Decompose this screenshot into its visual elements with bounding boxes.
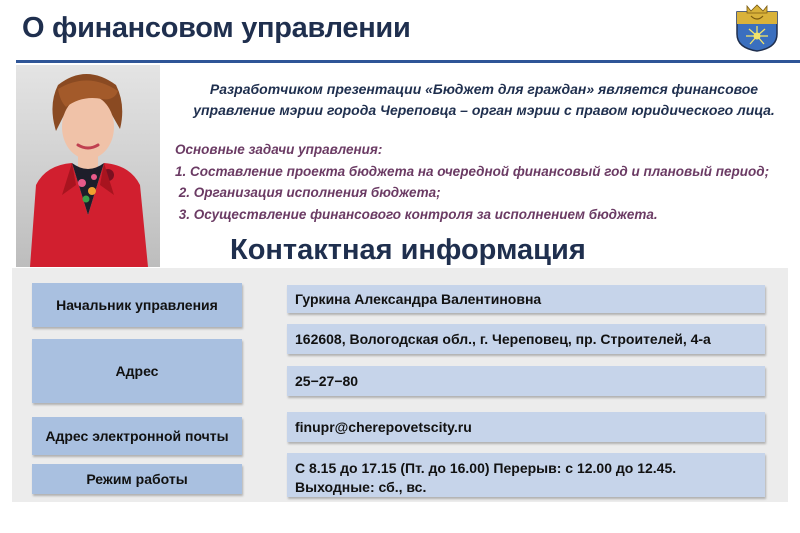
phone-value: 25−27−80	[287, 366, 765, 396]
task-item: 2. Организация исполнения бюджета;	[175, 185, 441, 200]
head-value: Гуркина Александра Валентиновна	[287, 285, 765, 313]
tasks-list	[175, 139, 795, 225]
tasks-heading: Основные задачи управления:	[175, 142, 383, 157]
title-divider	[16, 60, 800, 63]
intro-line: управление мэрии города Череповца – орган мэрии с правом юридического лица.	[193, 102, 775, 118]
email-label: Адрес электронной почты	[32, 417, 242, 455]
address-label: Адрес	[32, 339, 242, 403]
portrait-photo	[16, 65, 160, 267]
email-value[interactable]: finupr@cherepovetscity.ru	[287, 412, 765, 442]
intro-line: Разработчиком презентации «Бюджет для граждан» является финансовое	[209, 81, 759, 97]
city-coat-of-arms-icon	[733, 2, 781, 52]
head-label: Начальник управления	[32, 283, 242, 327]
address-value: 162608, Вологодская обл., г. Череповец, пр. Строителей, 4-а	[287, 324, 765, 354]
slide-title: О финансовом управлении	[22, 12, 411, 44]
task-item: 1. Составление проекта бюджета на очередной финансовый год и плановый период;	[175, 163, 770, 179]
contact-title: Контактная информация	[230, 234, 586, 266]
task-item: 3. Осуществление финансового контроля за исполнением бюджета.	[175, 206, 658, 222]
hours-value	[287, 453, 765, 497]
hours-label: Режим работы	[32, 464, 242, 494]
hours-line: С 8.15 до 17.15 (Пт. до 16.00) Перерыв: с 12.00 до 12.45.	[295, 460, 677, 476]
intro-text	[178, 79, 790, 121]
hours-line: Выходные: сб., вс.	[295, 479, 427, 495]
